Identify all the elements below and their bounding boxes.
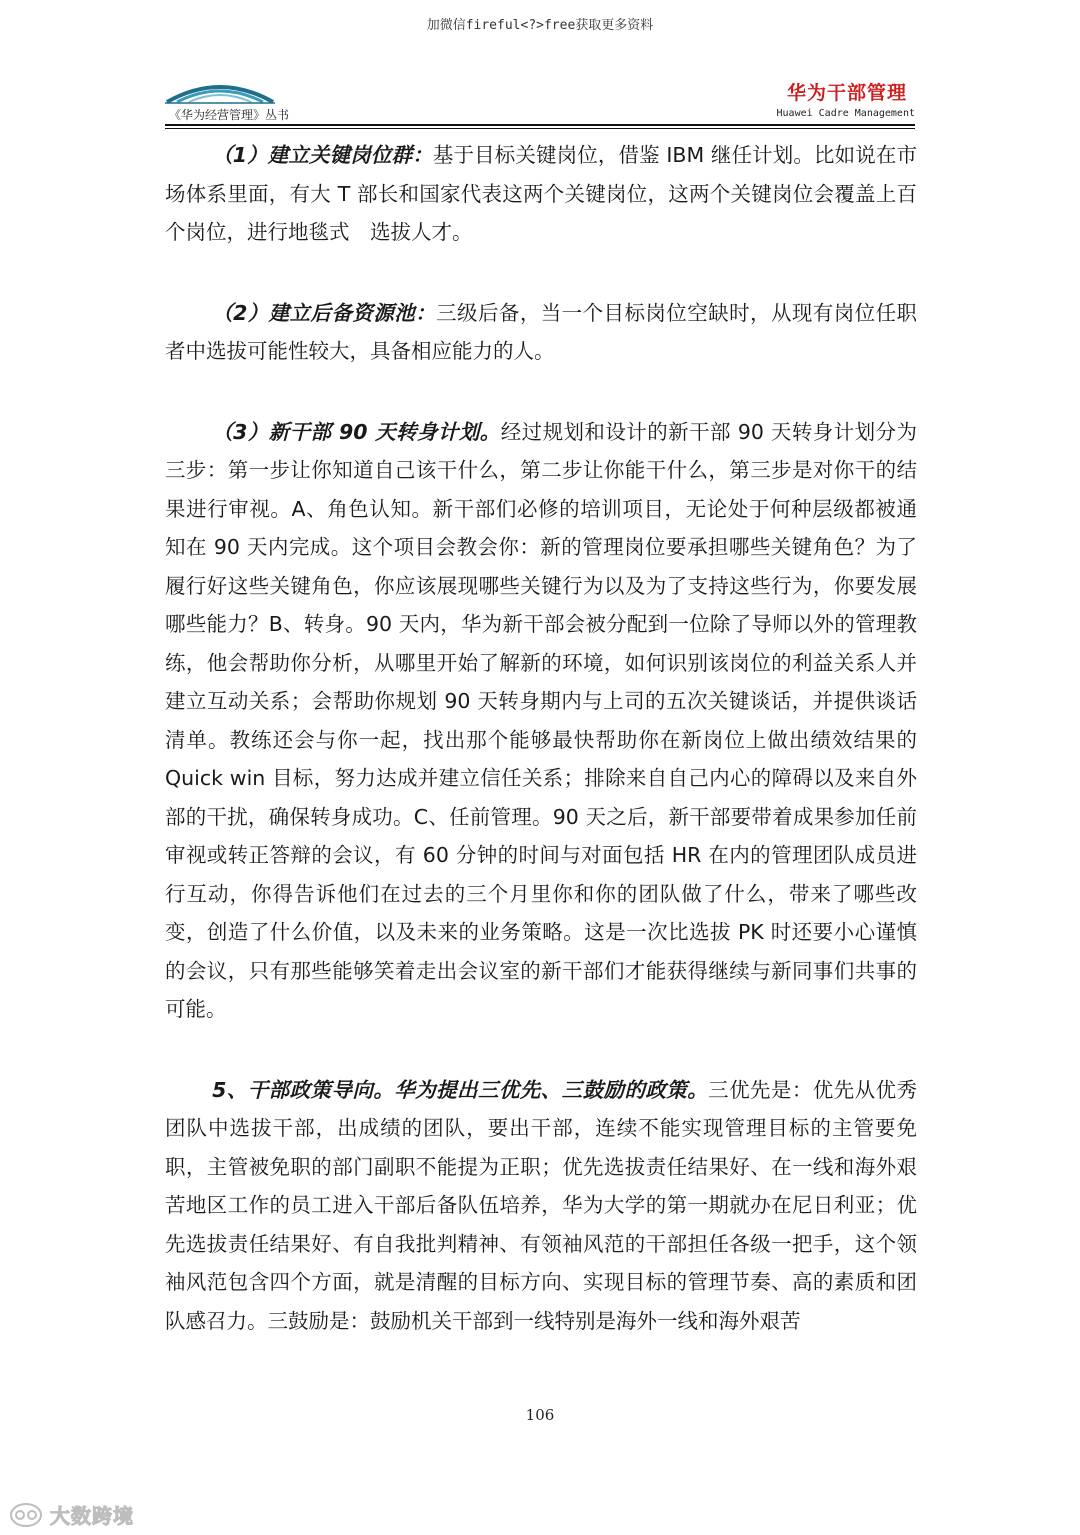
paragraph [165, 1071, 917, 1341]
paragraph [165, 294, 917, 371]
paragraph-body: 三级后备，当一个目标岗位空缺时，从现有岗位任职者中选拔可能性较大，具备相应能力的人。 [165, 300, 918, 363]
watermark-text: 大数跨境 [50, 1504, 134, 1528]
book-title-cn: 华为干部管理 [786, 82, 907, 104]
book-title-en: Huawei Cadre Management [776, 108, 915, 119]
header-rule-thin [165, 128, 915, 129]
paragraph [165, 136, 917, 252]
page-body [165, 136, 917, 1340]
paragraph-body: 基于目标关键岗位，借鉴 IBM 继任计划。比如说在市场体系里面，有大 T 部长和国家代表这两个关键岗位，这两个关键岗位会覆盖上百个岗位，进行地毯式 选拔人才。 [165, 143, 917, 244]
paragraph-body: 三优先是：优先从优秀团队中选拔干部，出成绩的团队，要出干部，连续不能实现管理目标的主管要免职，主管被免职的部门副职不能提为正职；优先选拔责任结果好、在一线和海外艰苦地区工作的员工进入干部后备队伍培养，华为大学的第一期就办在尼日利亚；优先选拔责任结果好、有自我批判精神、有领袖风范的干部担任各级一把手，这个领袖风范包含四个方面，就是清醒的目标方向、实现目标的管理节奏、高的素质和团队感召力。三鼓励是：鼓励机关干部到一线特别是海外一线和海外艰苦 [165, 1077, 917, 1333]
paragraph-lead: （3）新干部 90 天转身计划。 [212, 419, 501, 444]
book-logo-icon [165, 74, 275, 104]
top-note: 加微信fireful<?>free获取更多资料 [426, 18, 654, 33]
watermark [8, 1500, 134, 1529]
paragraph-body: 经过规划和设计的新干部 90 天转身计划分为三步：第一步让你知道自己该干什么，第二步让你能干什么，第三步是对你干的结果进行审视。A、角色认知。新干部们必修的培训项目，无论处于何种层级都被通知在 90 天内完成。这个项目会教会你：新的管理岗位要承担哪些关键角色？为了履行好这些关键角色，你应该展现哪些关键行为以及为了支持这些行为，你要发展哪些能力？B、转身。90 天内，华为新干部会被分配到一位除了导师以外的管理教练，他会帮助你分析，从哪里开始了解新的环境，如何识别该岗位的利益关系人并建立互动关系；会帮助你规划 90 天转身期内与上司的五次关键谈话，并提供谈话清单。教练还会与你一起，找出那个能够最快帮助你在新岗位上做出绩效结果的 Quick win 目标，努力达成并建立信任关系；排除来自自己内心的障碍以及来自外部的干扰，确保转身成功。C、任前管理。90 天之后，新干部要带着成果参加任前审视或转正答辩的会议，有 60 分钟的时间与对面包括 HR 在内的管理团队成员进行互动，你得告诉他们在过去的三个月里你和你的团队做了什么，带来了哪些改变，创造了什么价值，以及未来的业务策略。这是一次比选拔 PK 时还要小心谨慎的会议，只有那些能够笑着走出会议室的新干部们才能获得继续与新同事们共事的可能。 [165, 419, 917, 1021]
watermark-logo-icon [8, 1501, 44, 1529]
series-title: 《华为经营管理》丛书 [169, 108, 290, 122]
paragraph [165, 413, 917, 1029]
page-number: 106 [525, 1406, 555, 1424]
page-header [165, 74, 915, 124]
paragraph-lead: （1）建立关键岗位群： [212, 143, 433, 167]
header-rule [165, 124, 915, 126]
paragraph-lead: （2）建立后备资源池： [212, 300, 437, 325]
paragraph-lead: 5、干部政策导向。华为提出三优先、三鼓励的政策。 [212, 1077, 709, 1102]
